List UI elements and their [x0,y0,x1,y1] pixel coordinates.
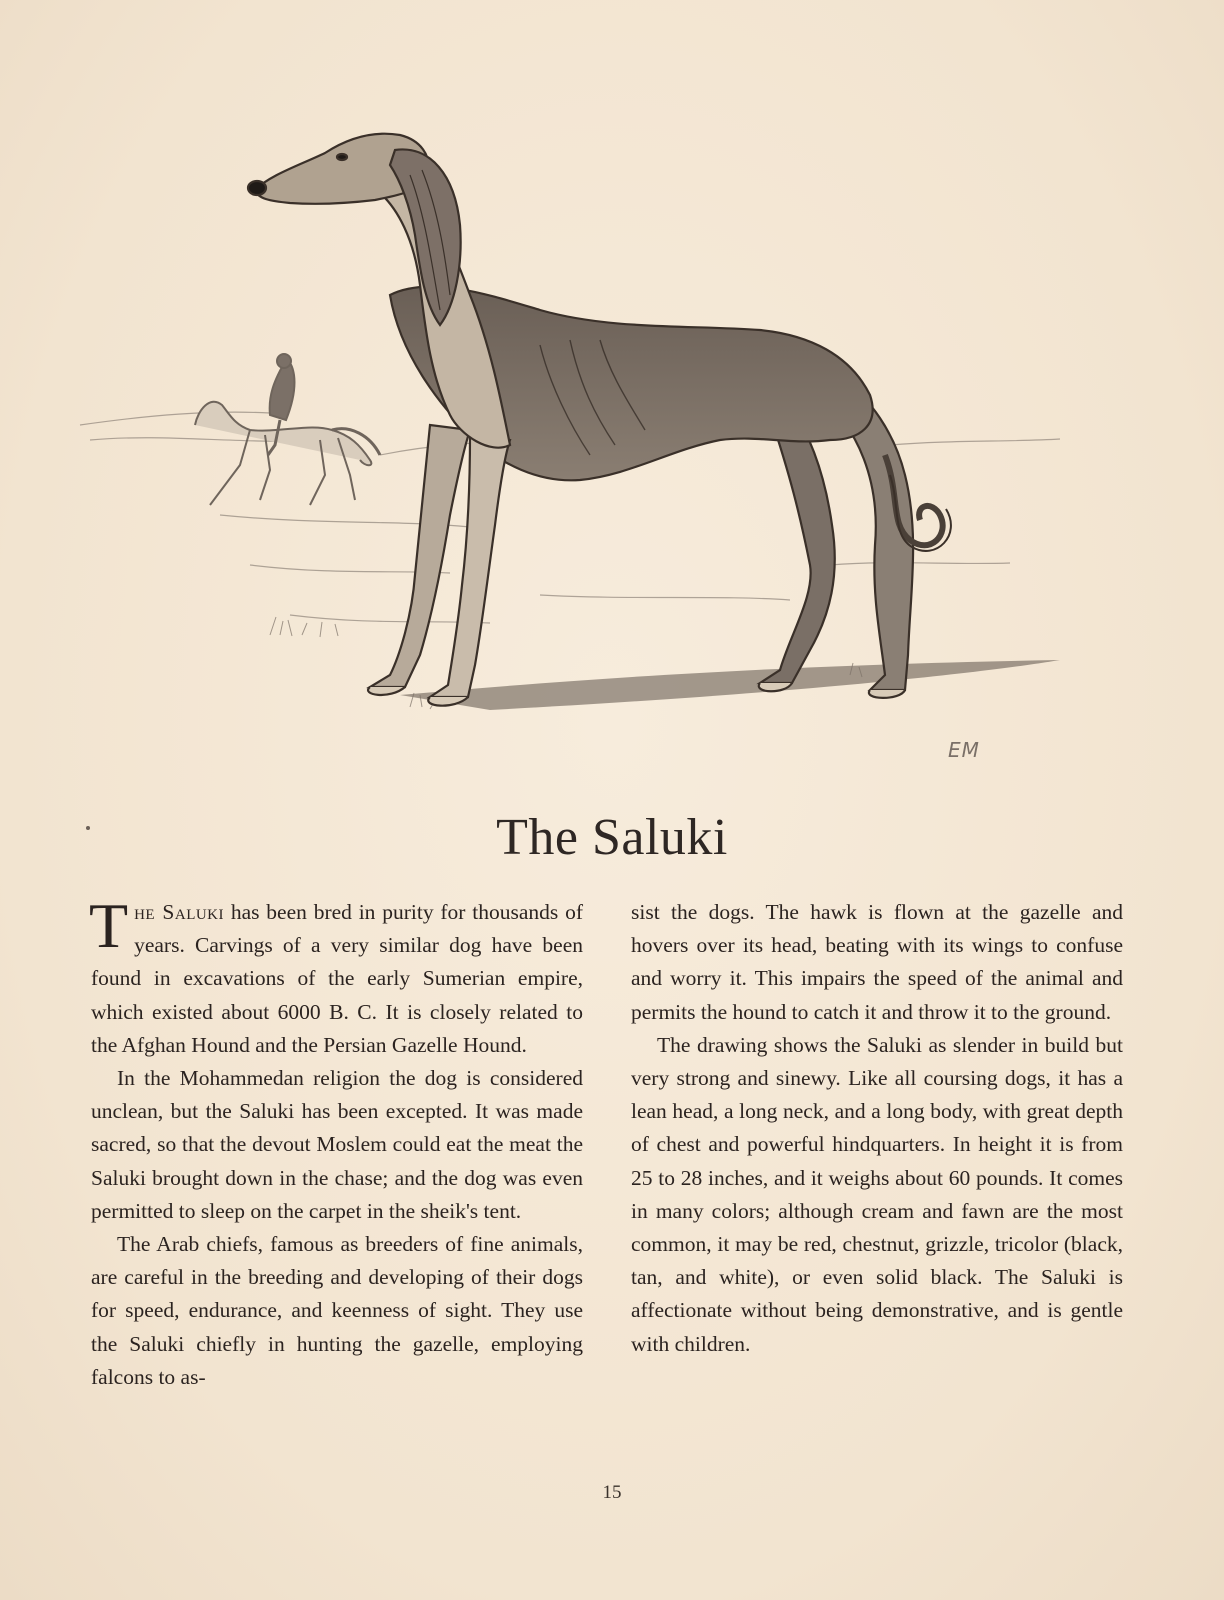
text-column-right [631,896,1123,1361]
ground-shadow [400,660,1060,710]
paragraph-2: In the Mohammedan religion the dog is considered unclean, but the Saluki has been excepted. It was made sacred, so that the devout Moslem could eat the meat the Saluki brought down in the chase; and the dog was even permitted to sleep on the carpet in the sheik's tent. [91,1066,583,1223]
horse-and-rider [195,354,380,505]
paragraph-1-text: has been bred in purity for thousands of years. Carvings of a very similar dog have been found in excavations of the early Sumerian empire, which existed about 6000 B. C. It is closely related to the Afghan Hound and the Persian Gazelle Hound. [91,900,583,1057]
paragraph-1 [89,890,583,1062]
page-title: The Saluki [496,809,728,866]
page-number: 15 [602,1482,622,1503]
paragraph-4: The drawing shows the Saluki as slender in build but very strong and sinewy. Like all coursing dogs, it has a lean head, a long neck, and a long body, with great depth of chest and powerful hindquarters. In height it is from 25 to 28 inches, and it weighs about 60 pounds. It comes in many colors; although cream and fawn are the most common, it may be red, chestnut, grizzle, tricolor (black, tan, and white), or even solid black. The Saluki is affectionate without being demonstrative, and is gentle with children. [631,1032,1123,1356]
text-column-left [89,890,583,1394]
lead-smallcaps: he Saluki [134,900,225,924]
paragraph-3-continued: sist the dogs. The hawk is flown at the gazelle and hovers over its head, beating with its wings to confuse and worry it. This impairs the speed of the animal and permits the hound to catch it and throw it to the ground. [631,900,1123,1024]
paper-speck [86,826,90,830]
drop-cap: T [89,890,129,961]
saluki-illustration [70,95,1110,795]
paragraph-3: The Arab chiefs, famous as breeders of fine animals, are careful in the breeding and developing of their dogs for speed, endurance, and keenness of sight. They use the Saluki chiefly in hunting the gazelle, employing falcons to as- [91,1232,583,1389]
artist-signature: EM [948,738,980,762]
